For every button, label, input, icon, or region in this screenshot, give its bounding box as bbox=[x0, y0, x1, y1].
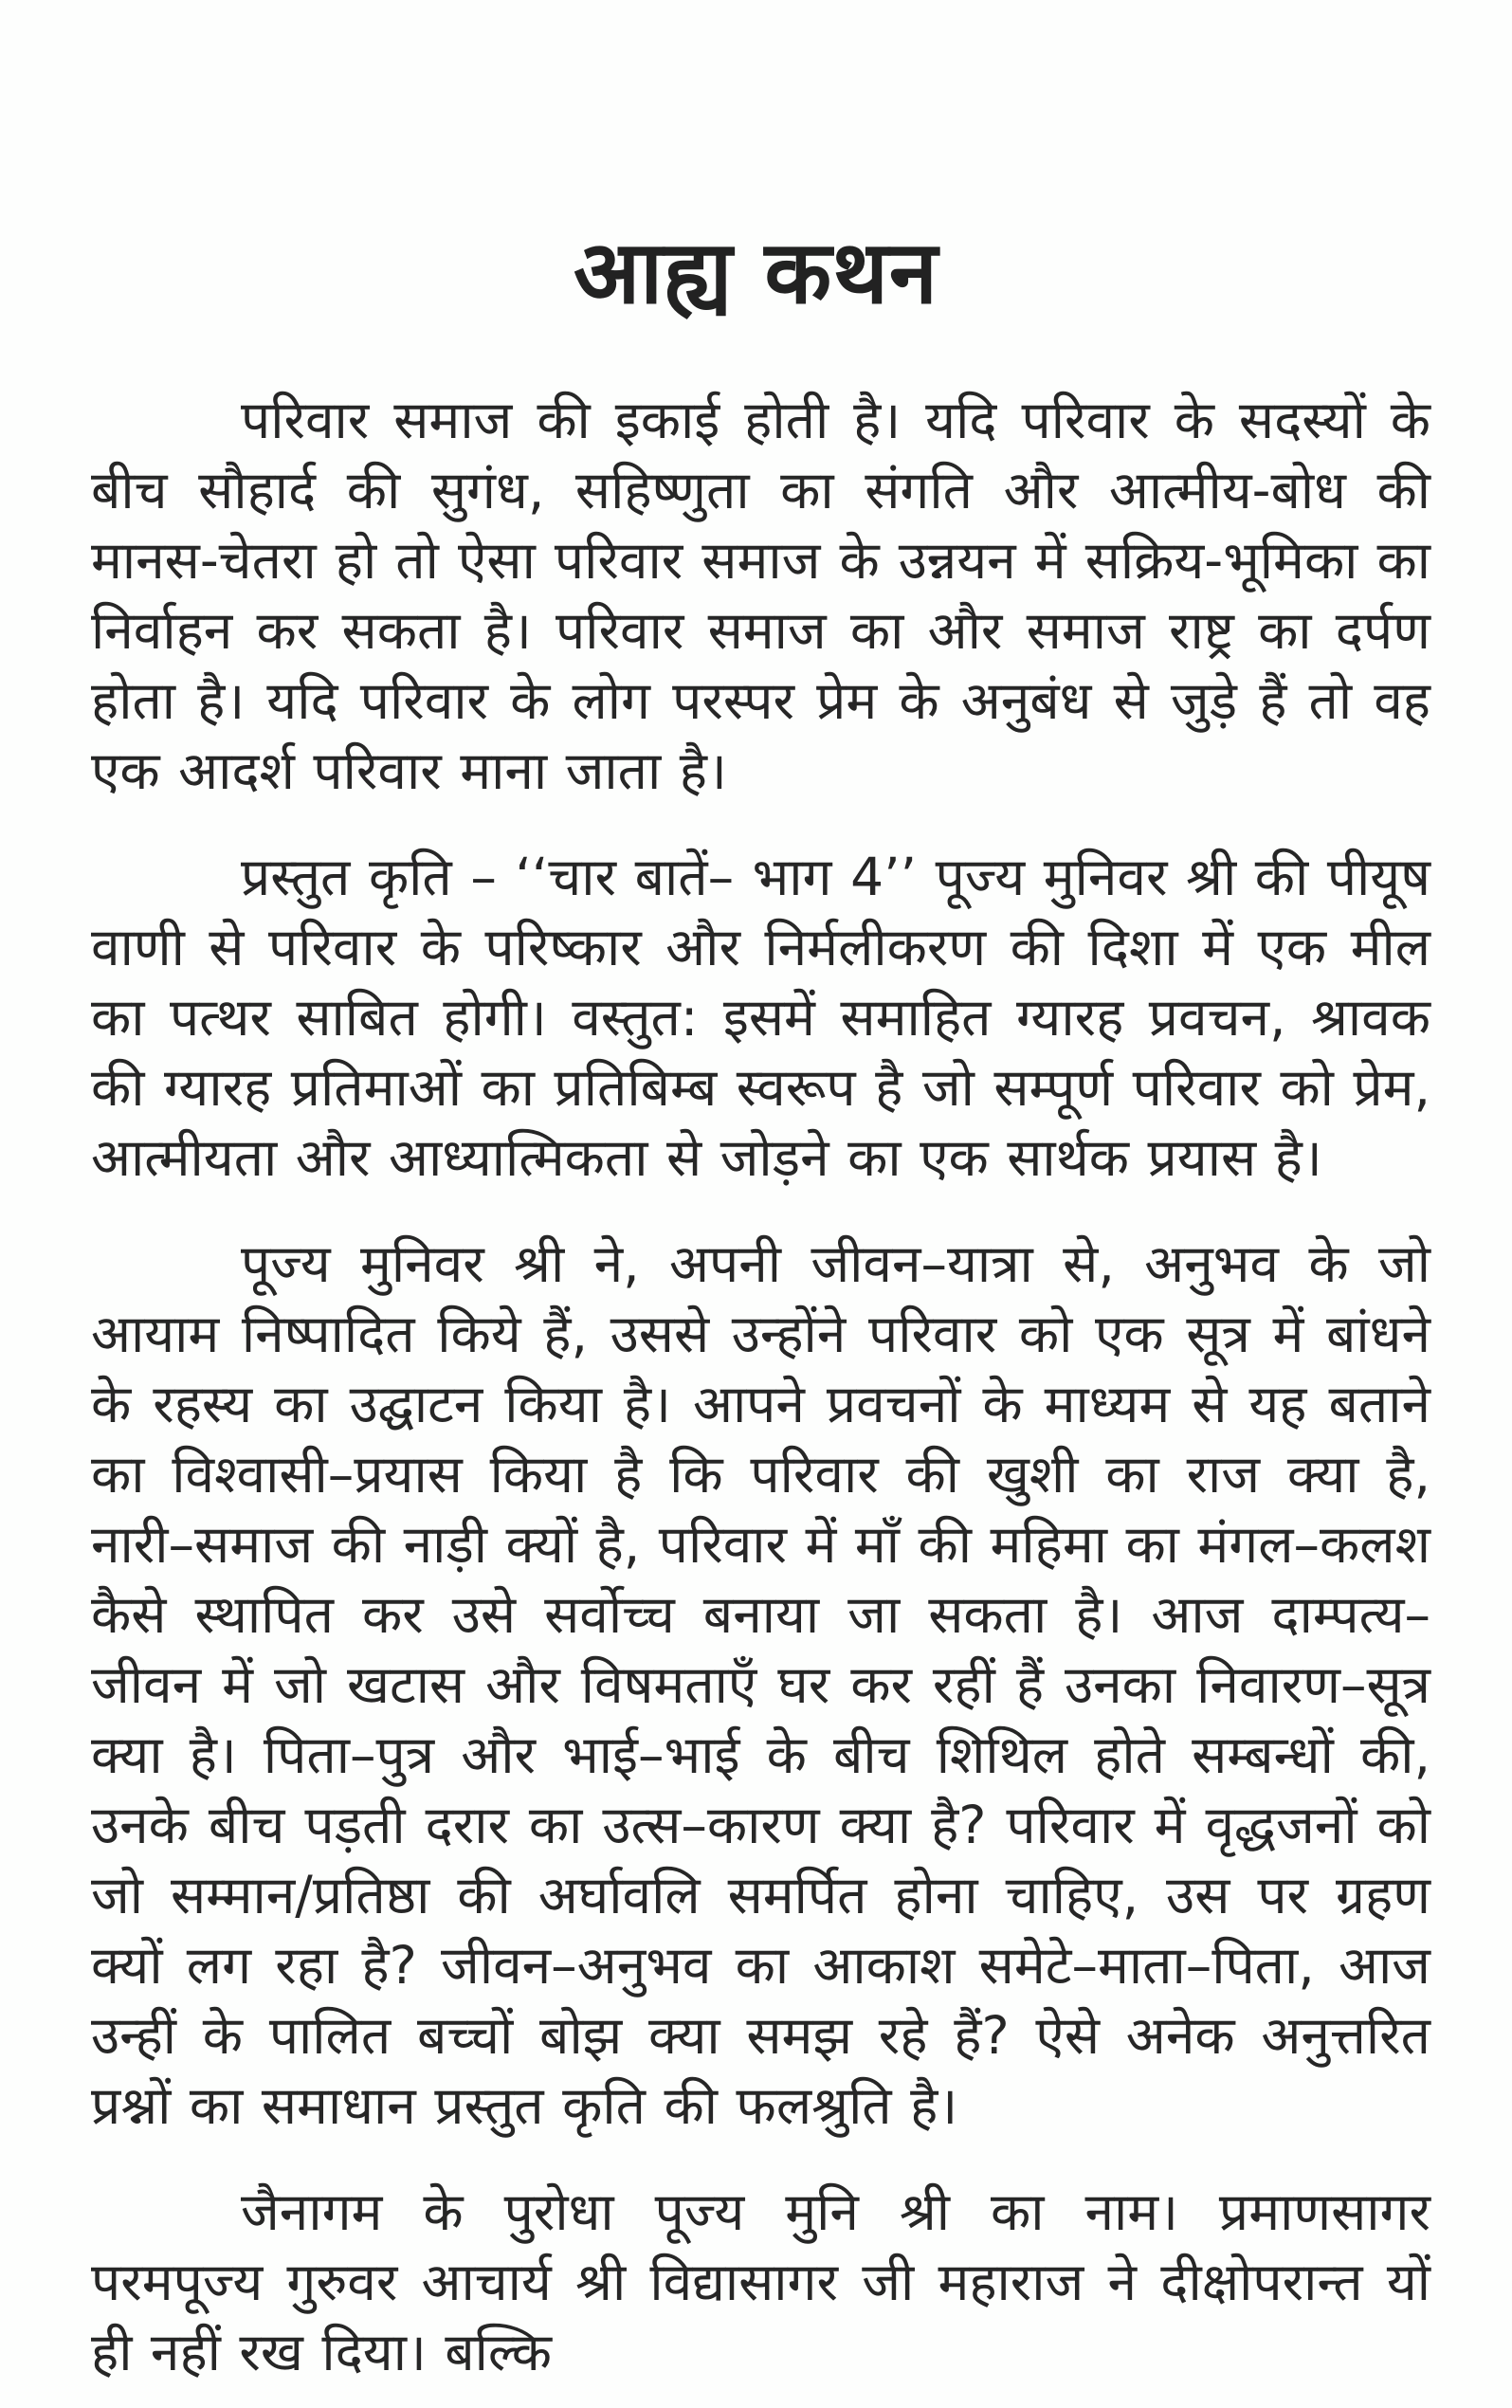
paragraph-muni-name: जैनागम के पुरोधा पूज्य मुनि श्री का नाम। प्रमाणसागर परमपूज्य गुरुवर आचार्य श्री विद्यासागर जी महाराज ने दीक्षोपरान्त यों ही नहीं रख दिया। बल्कि bbox=[91, 2180, 1430, 2382]
page-title: आह्य कथन bbox=[574, 222, 938, 323]
document-body bbox=[91, 385, 1430, 2387]
paragraph-intro-family: परिवार समाज की इकाई होती है। यदि परिवार के सदस्यों के बीच सौहार्द की सुगंध, सहिष्णुता का संगति और आत्मीय-बोध की मानस-चेतरा हो तो ऐसा परिवार समाज के उन्नयन में सक्रिय-भूमिका का निर्वाहन कर सकता है। परिवार समाज का और समाज राष्ट्र का दर्पण होता है। यदि परिवार के लोग परस्पर प्रेम के अनुबंध से जुड़े हैं तो वह एक आदर्श परिवार माना जाता है। bbox=[91, 389, 1430, 801]
paragraph-pravachan-themes: पूज्य मुनिवर श्री ने, अपनी जीवन–यात्रा से, अनुभव के जो आयाम निष्पादित किये हैं, उससे उन्होंने परिवार को एक सूत्र में बांधने के रहस्य का उद्घाटन किया है। आपने प्रवचनों के माध्यम से यह बताने का विश्वासी–प्रयास किया है कि परिवार की खुशी का राज क्या है, नारी–समाज की नाड़ी क्यों है, परिवार में माँ की महिमा का मंगल–कलश कैसे स्थापित कर उसे सर्वोच्च बनाया जा सकता है। आज दाम्पत्य–जीवन में जो खटास और विषमताएँ घर कर रहीं हैं उनका निवारण–सूत्र क्या है। पिता–पुत्र और भाई–भाई के बीच शिथिल होते सम्बन्धों की, उनके बीच पड़ती दरार का उत्स–कारण क्या है? परिवार में वृद्धजनों को जो सम्मान/प्रतिष्ठा की अर्घावलि समर्पित होना चाहिए, उस पर ग्रहण क्यों लग रहा है? जीवन–अनुभव का आकाश समेटे–माता–पिता, आज उन्हीं के पालित बच्चों बोझ क्या समझ रहे हैं? ऐसे अनेक अनुत्तरित प्रश्नों का समाधान प्रस्तुत कृति की फलश्रुति है। bbox=[91, 1232, 1430, 2136]
paragraph-about-book: प्रस्तुत कृति – ‘‘चार बातें– भाग 4’’ पूज्य मुनिवर श्री की पीयूष वाणी से परिवार के परिष्कार और निर्मलीकरण की दिशा में एक मील का पत्थर साबित होगी। वस्तुत: इसमें समाहित ग्यारह प्रवचन, श्रावक की ग्यारह प्रतिमाओं का प्रतिबिम्ब स्वरूप है जो सम्पूर्ण परिवार को प्रेम, आत्मीयता और आध्यात्मिकता से जोड़ने का एक सार्थक प्रयास है। bbox=[91, 846, 1430, 1188]
